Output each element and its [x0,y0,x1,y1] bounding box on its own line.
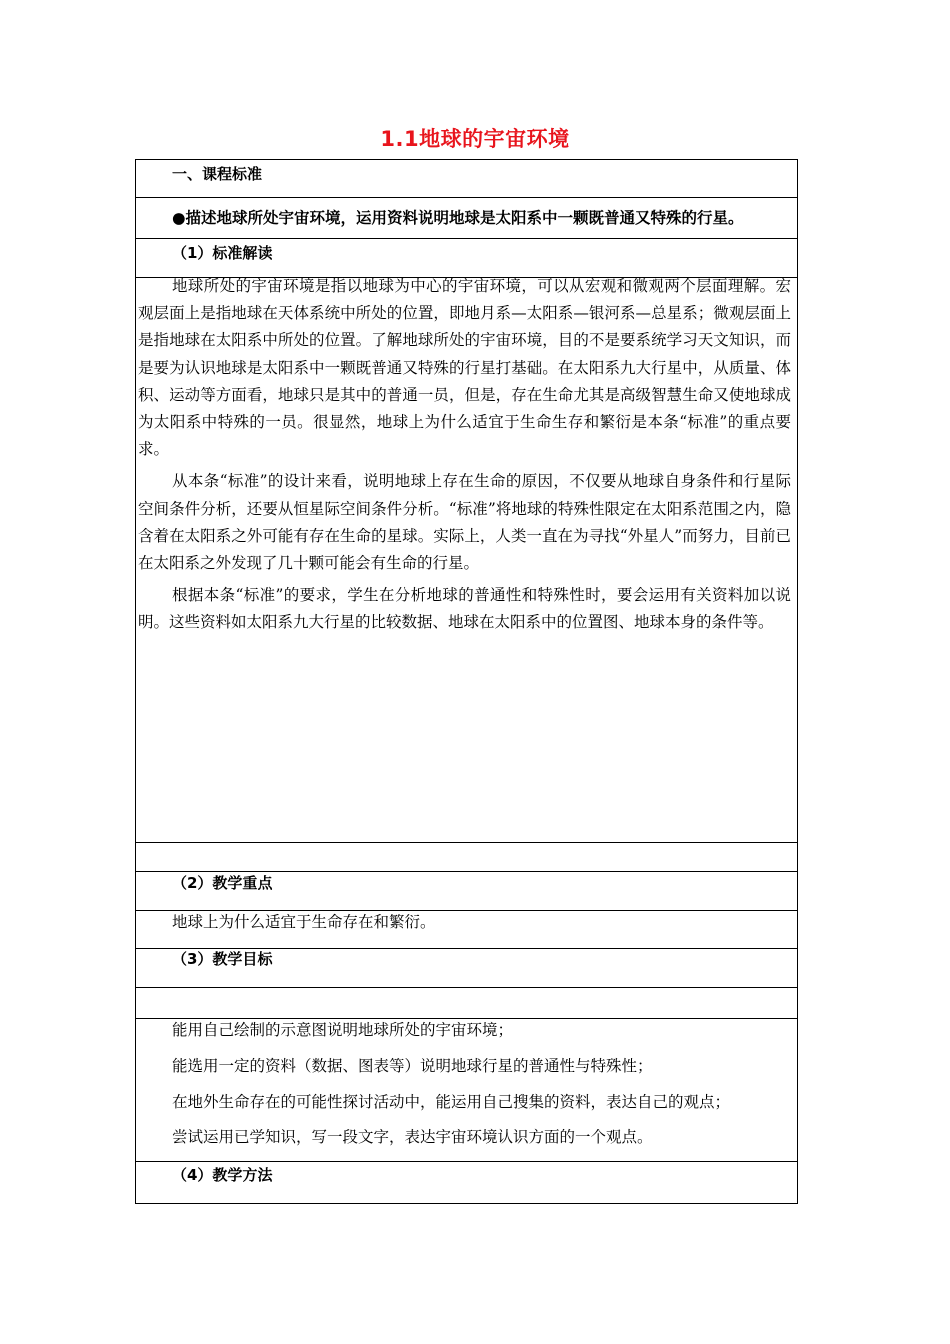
goal-item: 尝试运用已学知识，写一段文字，表达宇宙环境认识方面的一个观点。 [172,1128,653,1146]
focus-text: 地球上为什么适宜于生命存在和繁衍。 [172,913,436,931]
document-title: 1.1地球的宇宙环境 [380,127,570,151]
reading-paragraph-1: 地球所处的宇宙环境是指以地球为中心的宇宙环境，可以从宏观和微观两个层面理解。宏观层面上是指地球在天体系统中所处的位置，即地月系—太阳系—银河系—总星系；微观层面上是指地球在太阳系中所处的位置。了解地球所处的宇宙环境，目的不是要系统学习天文知识，而是要为认识地球是太阳系中一颗既普通又特殊的行星打基础。在太阳系九大行星中，从质量、体积、运动等方面看，地球只是其中的普通一员，但是，存在生命尤其是高级智慧生命又使地球成为太阳系中特殊的一员。很显然，地球上为什么适宜于生命生存和繁衍是本条“标准”的重点要求。 [138,277,791,459]
goals-list [136,1016,797,1156]
goal-item: 在地外生命存在的可能性探讨活动中，能运用自己搜集的资料，表达自己的观点； [172,1093,731,1111]
row-divider [136,842,797,843]
methods-heading: （4）教学方法 [172,1166,273,1184]
goal-item: 能选用一定的资料（数据、图表等）说明地球行星的普通性与特殊性； [172,1057,653,1075]
goal-item: 能用自己绘制的示意图说明地球所处的宇宙环境； [172,1021,514,1039]
reading-body [136,273,797,637]
reading-paragraph-2: 从本条“标准”的设计来看，说明地球上存在生命的原因，不仅要从地球自身条件和行星际空间条件分析，还要从恒星际空间条件分析。“标准”将地球的特殊性限定在太阳系范围之内，隐含着在太阳系之外可能有存在生命的星球。实际上，人类一直在为寻找“外星人”而努力，目前已在太阳系之外发现了几十颗可能会有生命的行星。 [138,472,791,573]
goals-heading: （3）教学目标 [172,950,273,968]
standard-statement: ●描述地球所处宇宙环境，运用资料说明地球是太阳系中一颗既普通又特殊的行星。 [172,209,744,227]
focus-heading: （2）教学重点 [172,874,273,892]
reading-heading: （1）标准解读 [172,244,273,262]
course-table [135,159,798,1204]
row-divider [136,987,797,988]
section-heading: 一、课程标准 [172,165,263,183]
reading-paragraph-3: 根据本条“标准”的要求，学生在分析地球的普通性和特殊性时，要会运用有关资料加以说明。这些资料如太阳系九大行星的比较数据、地球在太阳系中的位置图、地球本身的条件等。 [138,586,791,632]
